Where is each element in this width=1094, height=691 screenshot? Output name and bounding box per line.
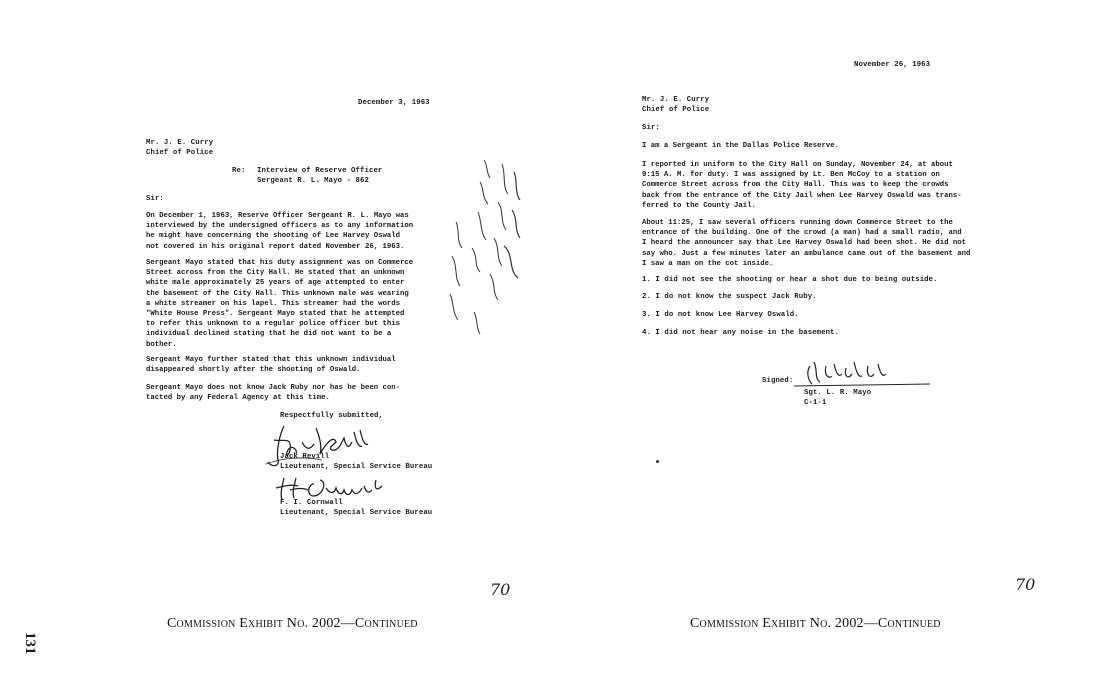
left-paragraph-4: Sergeant Mayo does not know Jack Ruby nor has he been con- tacted by any Federal Agency at this time. — [146, 384, 400, 403]
right-signed-label: Signed: — [762, 377, 794, 385]
left-re-line-1: Interview of Reserve Officer — [257, 167, 383, 175]
marginal-handwritten-note — [444, 152, 534, 337]
left-closing: Respectfully submitted, — [280, 412, 384, 420]
mayo-signature — [792, 358, 932, 392]
ink-speck — [656, 460, 659, 463]
right-item-1: 1. I did not see the shooting or hear a shot due to being outside. — [642, 276, 938, 284]
left-signer-2-name: F. I. Cornwall — [280, 499, 343, 507]
right-letter-page — [560, 0, 1094, 691]
left-signer-1-name: Jack Revill — [280, 453, 330, 461]
right-exhibit-caption: Commission Exhibit No. 2002—Continued — [690, 616, 941, 631]
right-paragraph-1: I am a Sergeant in the Dallas Police Reserve. — [642, 142, 840, 150]
left-addressee-title: Chief of Police — [146, 149, 214, 157]
left-signer-1-title: Lieutenant, Special Service Bureau — [280, 463, 433, 471]
left-paragraph-1: On December 1, 1963, Reserve Officer Sergeant R. L. Mayo was interviewed by the undersigned officers as to any information he might have concerning the shooting of Lee Harvey Oswald not covered in his original report dated November 26, 1963. — [146, 212, 414, 251]
left-addressee-name: Mr. J. E. Curry — [146, 139, 214, 147]
left-signer-2-title: Lieutenant, Special Service Bureau — [280, 509, 433, 517]
right-salutation: Sir: — [642, 124, 660, 132]
right-item-2: 2. I do not know the suspect Jack Ruby. — [642, 293, 817, 301]
right-signer-unit: C-1-1 — [804, 399, 827, 407]
side-page-number: 131 — [22, 632, 38, 655]
right-handwritten-page-mark: 70 — [1015, 575, 1036, 594]
left-handwritten-page-mark: 70 — [490, 580, 511, 599]
left-letter-date: December 3, 1963 — [358, 99, 430, 107]
right-addressee-title: Chief of Police — [642, 106, 710, 114]
right-letter-date: November 26, 1963 — [854, 61, 931, 69]
right-signer-name: Sgt. L. R. Mayo — [804, 389, 872, 397]
left-re-line-2: Sergeant R. L. Mayo - 862 — [257, 177, 369, 185]
right-paragraph-3: About 11:25, I saw several officers running down Commerce Street to the entrance of the building. One of the crowd (a man) had a small radio, and I heard the announcer say that Lee Harvey Oswald had been shot. He did not say who. Just a few minutes later an ambulance came out of the basement and I saw a man on the cot inside. — [642, 219, 971, 268]
right-addressee-name: Mr. J. E. Curry — [642, 96, 710, 104]
left-paragraph-2: Sergeant Mayo stated that his duty assignment was on Commerce Street across from the City Hall. He stated that an unknown white male approximately 25 years of age attempted to enter the basement of the City Hall. This unknown male was wearing a white streamer on his lapel. This streamer had the words "White House Press". Sergeant Mayo stated that he attempted to refer this unknown to a regular police officer but this individual declined stating that he did not want to be a bother. — [146, 259, 414, 349]
left-paragraph-3: Sergeant Mayo further stated that this unknown individual disappeared shortly after the shooting of Oswald. — [146, 356, 396, 375]
right-item-3: 3. I do not know Lee Harvey Oswald. — [642, 311, 799, 319]
right-paragraph-2: I reported in uniform to the City Hall on Sunday, November 24, at about 9:15 A. M. for duty. I was assigned by Lt. Ben McCoy to a station on Commerce Street across from the City Hall. This was to keep the crowds back from the entrance of the City Jail when Lee Harvey Oswald was trans- ferred to the County Jail. — [642, 161, 962, 210]
left-re-label: Re: — [232, 167, 246, 175]
left-salutation: Sir: — [146, 195, 164, 203]
right-item-4: 4. I did not hear any noise in the basement. — [642, 329, 840, 337]
left-exhibit-caption: Commission Exhibit No. 2002—Continued — [167, 616, 418, 631]
